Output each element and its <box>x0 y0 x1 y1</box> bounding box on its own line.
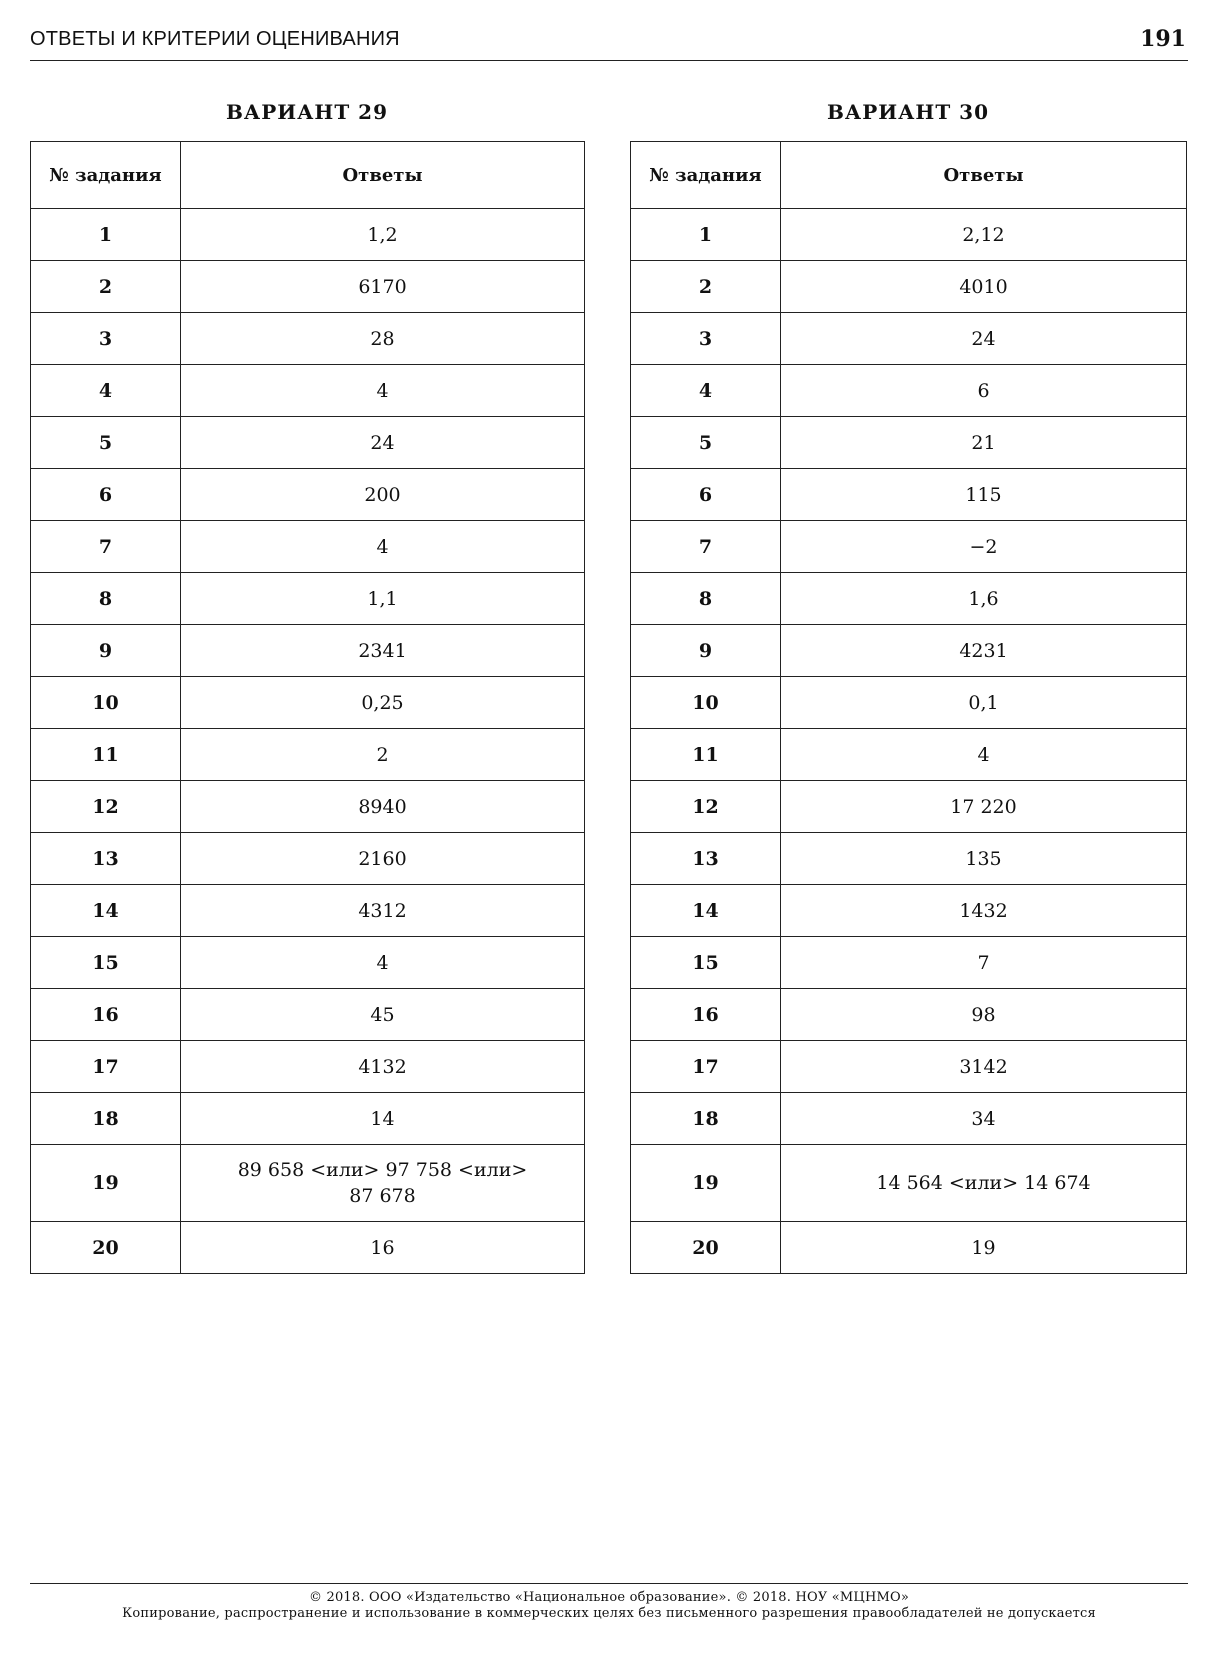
table-row <box>631 209 1187 261</box>
answer-cell: 6 <box>781 365 1187 417</box>
task-number: 4 <box>631 365 781 417</box>
task-number: 8 <box>31 573 181 625</box>
task-number: 3 <box>31 313 181 365</box>
task-number: 4 <box>31 365 181 417</box>
task-number: 20 <box>631 1222 781 1274</box>
answer-cell: 2,12 <box>781 209 1187 261</box>
table-row <box>631 521 1187 573</box>
task-number: 1 <box>631 209 781 261</box>
table-row <box>631 365 1187 417</box>
answer-cell: 24 <box>181 417 585 469</box>
variant-title: ВАРИАНТ 29 <box>226 100 388 124</box>
table-row <box>31 989 585 1041</box>
table-row <box>31 729 585 781</box>
task-number: 10 <box>631 677 781 729</box>
task-number: 2 <box>31 261 181 313</box>
task-number: 15 <box>31 937 181 989</box>
task-number: 18 <box>31 1093 181 1145</box>
table-row <box>631 885 1187 937</box>
table-row <box>31 521 585 573</box>
answer-cell: 2 <box>181 729 585 781</box>
table-row <box>31 209 585 261</box>
table-row <box>631 989 1187 1041</box>
table-row <box>31 781 585 833</box>
table-row <box>31 833 585 885</box>
page-number: 191 <box>1140 26 1186 52</box>
answers-table-variant-29 <box>30 141 585 1274</box>
answer-cell: 0,25 <box>181 677 585 729</box>
table-row <box>631 729 1187 781</box>
table-row <box>31 313 585 365</box>
table-row <box>31 365 585 417</box>
table-row <box>631 1222 1187 1274</box>
table-header-row <box>31 142 585 209</box>
answer-cell: 4 <box>781 729 1187 781</box>
task-number: 6 <box>631 469 781 521</box>
table-row <box>631 833 1187 885</box>
answer-cell: 200 <box>181 469 585 521</box>
answer-cell: 7 <box>781 937 1187 989</box>
task-number: 13 <box>31 833 181 885</box>
task-number: 7 <box>31 521 181 573</box>
page-header <box>30 28 1188 61</box>
table-row <box>31 469 585 521</box>
task-number: 10 <box>31 677 181 729</box>
task-number: 16 <box>631 989 781 1041</box>
task-number: 20 <box>31 1222 181 1274</box>
task-number: 7 <box>631 521 781 573</box>
table-row <box>31 677 585 729</box>
task-number: 16 <box>31 989 181 1041</box>
task-number: 3 <box>631 313 781 365</box>
task-number: 19 <box>31 1145 181 1222</box>
answer-cell: 16 <box>181 1222 585 1274</box>
table-row <box>31 625 585 677</box>
task-number: 9 <box>31 625 181 677</box>
task-number: 5 <box>631 417 781 469</box>
task-number: 17 <box>31 1041 181 1093</box>
table-header-row <box>631 142 1187 209</box>
answer-cell: 6170 <box>181 261 585 313</box>
license-line: Копирование, распространение и использование в коммерческих целях без письменного разрешения правообладателей не допускается <box>122 1606 1096 1621</box>
answer-cell: 1,2 <box>181 209 585 261</box>
answer-cell: 115 <box>781 469 1187 521</box>
table-row <box>631 781 1187 833</box>
answer-cell: 98 <box>781 989 1187 1041</box>
task-number: 2 <box>631 261 781 313</box>
table-row <box>31 937 585 989</box>
answer-cell: 4 <box>181 937 585 989</box>
column-header-answer: Ответы <box>181 142 585 209</box>
table-row <box>631 625 1187 677</box>
answer-cell: 34 <box>781 1093 1187 1145</box>
task-number: 18 <box>631 1093 781 1145</box>
table-row <box>31 1093 585 1145</box>
answer-cell: 45 <box>181 989 585 1041</box>
table-body <box>631 209 1187 1274</box>
answer-cell: 89 658 <или> 97 758 <или> 87 678 <box>181 1145 585 1222</box>
answer-cell: 3142 <box>781 1041 1187 1093</box>
table-row <box>631 417 1187 469</box>
task-number: 6 <box>31 469 181 521</box>
task-number: 11 <box>31 729 181 781</box>
answer-cell: 1,6 <box>781 573 1187 625</box>
task-number: 5 <box>31 417 181 469</box>
task-number: 14 <box>31 885 181 937</box>
header-title: ОТВЕТЫ И КРИТЕРИИ ОЦЕНИВАНИЯ <box>30 28 400 50</box>
answer-cell: 4231 <box>781 625 1187 677</box>
table-row <box>31 1145 585 1222</box>
answer-cell: 4 <box>181 521 585 573</box>
table-row <box>31 261 585 313</box>
task-number: 15 <box>631 937 781 989</box>
table-row <box>631 1041 1187 1093</box>
task-number: 17 <box>631 1041 781 1093</box>
answer-cell: 1,1 <box>181 573 585 625</box>
answer-cell: 2341 <box>181 625 585 677</box>
page-footer <box>30 1583 1188 1622</box>
answer-cell: 17 220 <box>781 781 1187 833</box>
variant-30-section <box>630 95 1186 1274</box>
table-row <box>631 937 1187 989</box>
answers-table-variant-30 <box>630 141 1187 1274</box>
answer-cell: 2160 <box>181 833 585 885</box>
answer-cell: 14 <box>181 1093 585 1145</box>
task-number: 11 <box>631 729 781 781</box>
task-number: 12 <box>631 781 781 833</box>
table-row <box>31 1222 585 1274</box>
answer-cell: 4 <box>181 365 585 417</box>
answer-cell: 4312 <box>181 885 585 937</box>
answer-cell: 0,1 <box>781 677 1187 729</box>
task-number: 12 <box>31 781 181 833</box>
table-row <box>31 885 585 937</box>
table-row <box>631 573 1187 625</box>
column-header-task: № задания <box>631 142 781 209</box>
answer-cell: 21 <box>781 417 1187 469</box>
table-row <box>631 469 1187 521</box>
variant-title: ВАРИАНТ 30 <box>827 100 989 124</box>
task-number: 9 <box>631 625 781 677</box>
answer-cell: 8940 <box>181 781 585 833</box>
task-number: 19 <box>631 1145 781 1222</box>
task-number: 14 <box>631 885 781 937</box>
task-number: 1 <box>31 209 181 261</box>
answer-cell: 4132 <box>181 1041 585 1093</box>
table-row <box>631 1145 1187 1222</box>
answer-cell: 135 <box>781 833 1187 885</box>
answer-cell: 4010 <box>781 261 1187 313</box>
column-header-task: № задания <box>31 142 181 209</box>
task-number: 8 <box>631 573 781 625</box>
answer-cell: 1432 <box>781 885 1187 937</box>
answer-cell: 19 <box>781 1222 1187 1274</box>
table-row <box>31 573 585 625</box>
table-row <box>631 677 1187 729</box>
table-row <box>631 313 1187 365</box>
answer-cell: 14 564 <или> 14 674 <box>781 1145 1187 1222</box>
answer-cell: 24 <box>781 313 1187 365</box>
answer-cell: −2 <box>781 521 1187 573</box>
table-row <box>631 261 1187 313</box>
column-header-answer: Ответы <box>781 142 1187 209</box>
copyright-line: © 2018. ООО «Издательство «Национальное образование». © 2018. НОУ «МЦНМО» <box>308 1590 910 1605</box>
table-body <box>31 209 585 1274</box>
table-row <box>31 417 585 469</box>
table-row <box>631 1093 1187 1145</box>
answer-cell: 28 <box>181 313 585 365</box>
variant-29-section <box>30 95 584 1274</box>
table-row <box>31 1041 585 1093</box>
task-number: 13 <box>631 833 781 885</box>
